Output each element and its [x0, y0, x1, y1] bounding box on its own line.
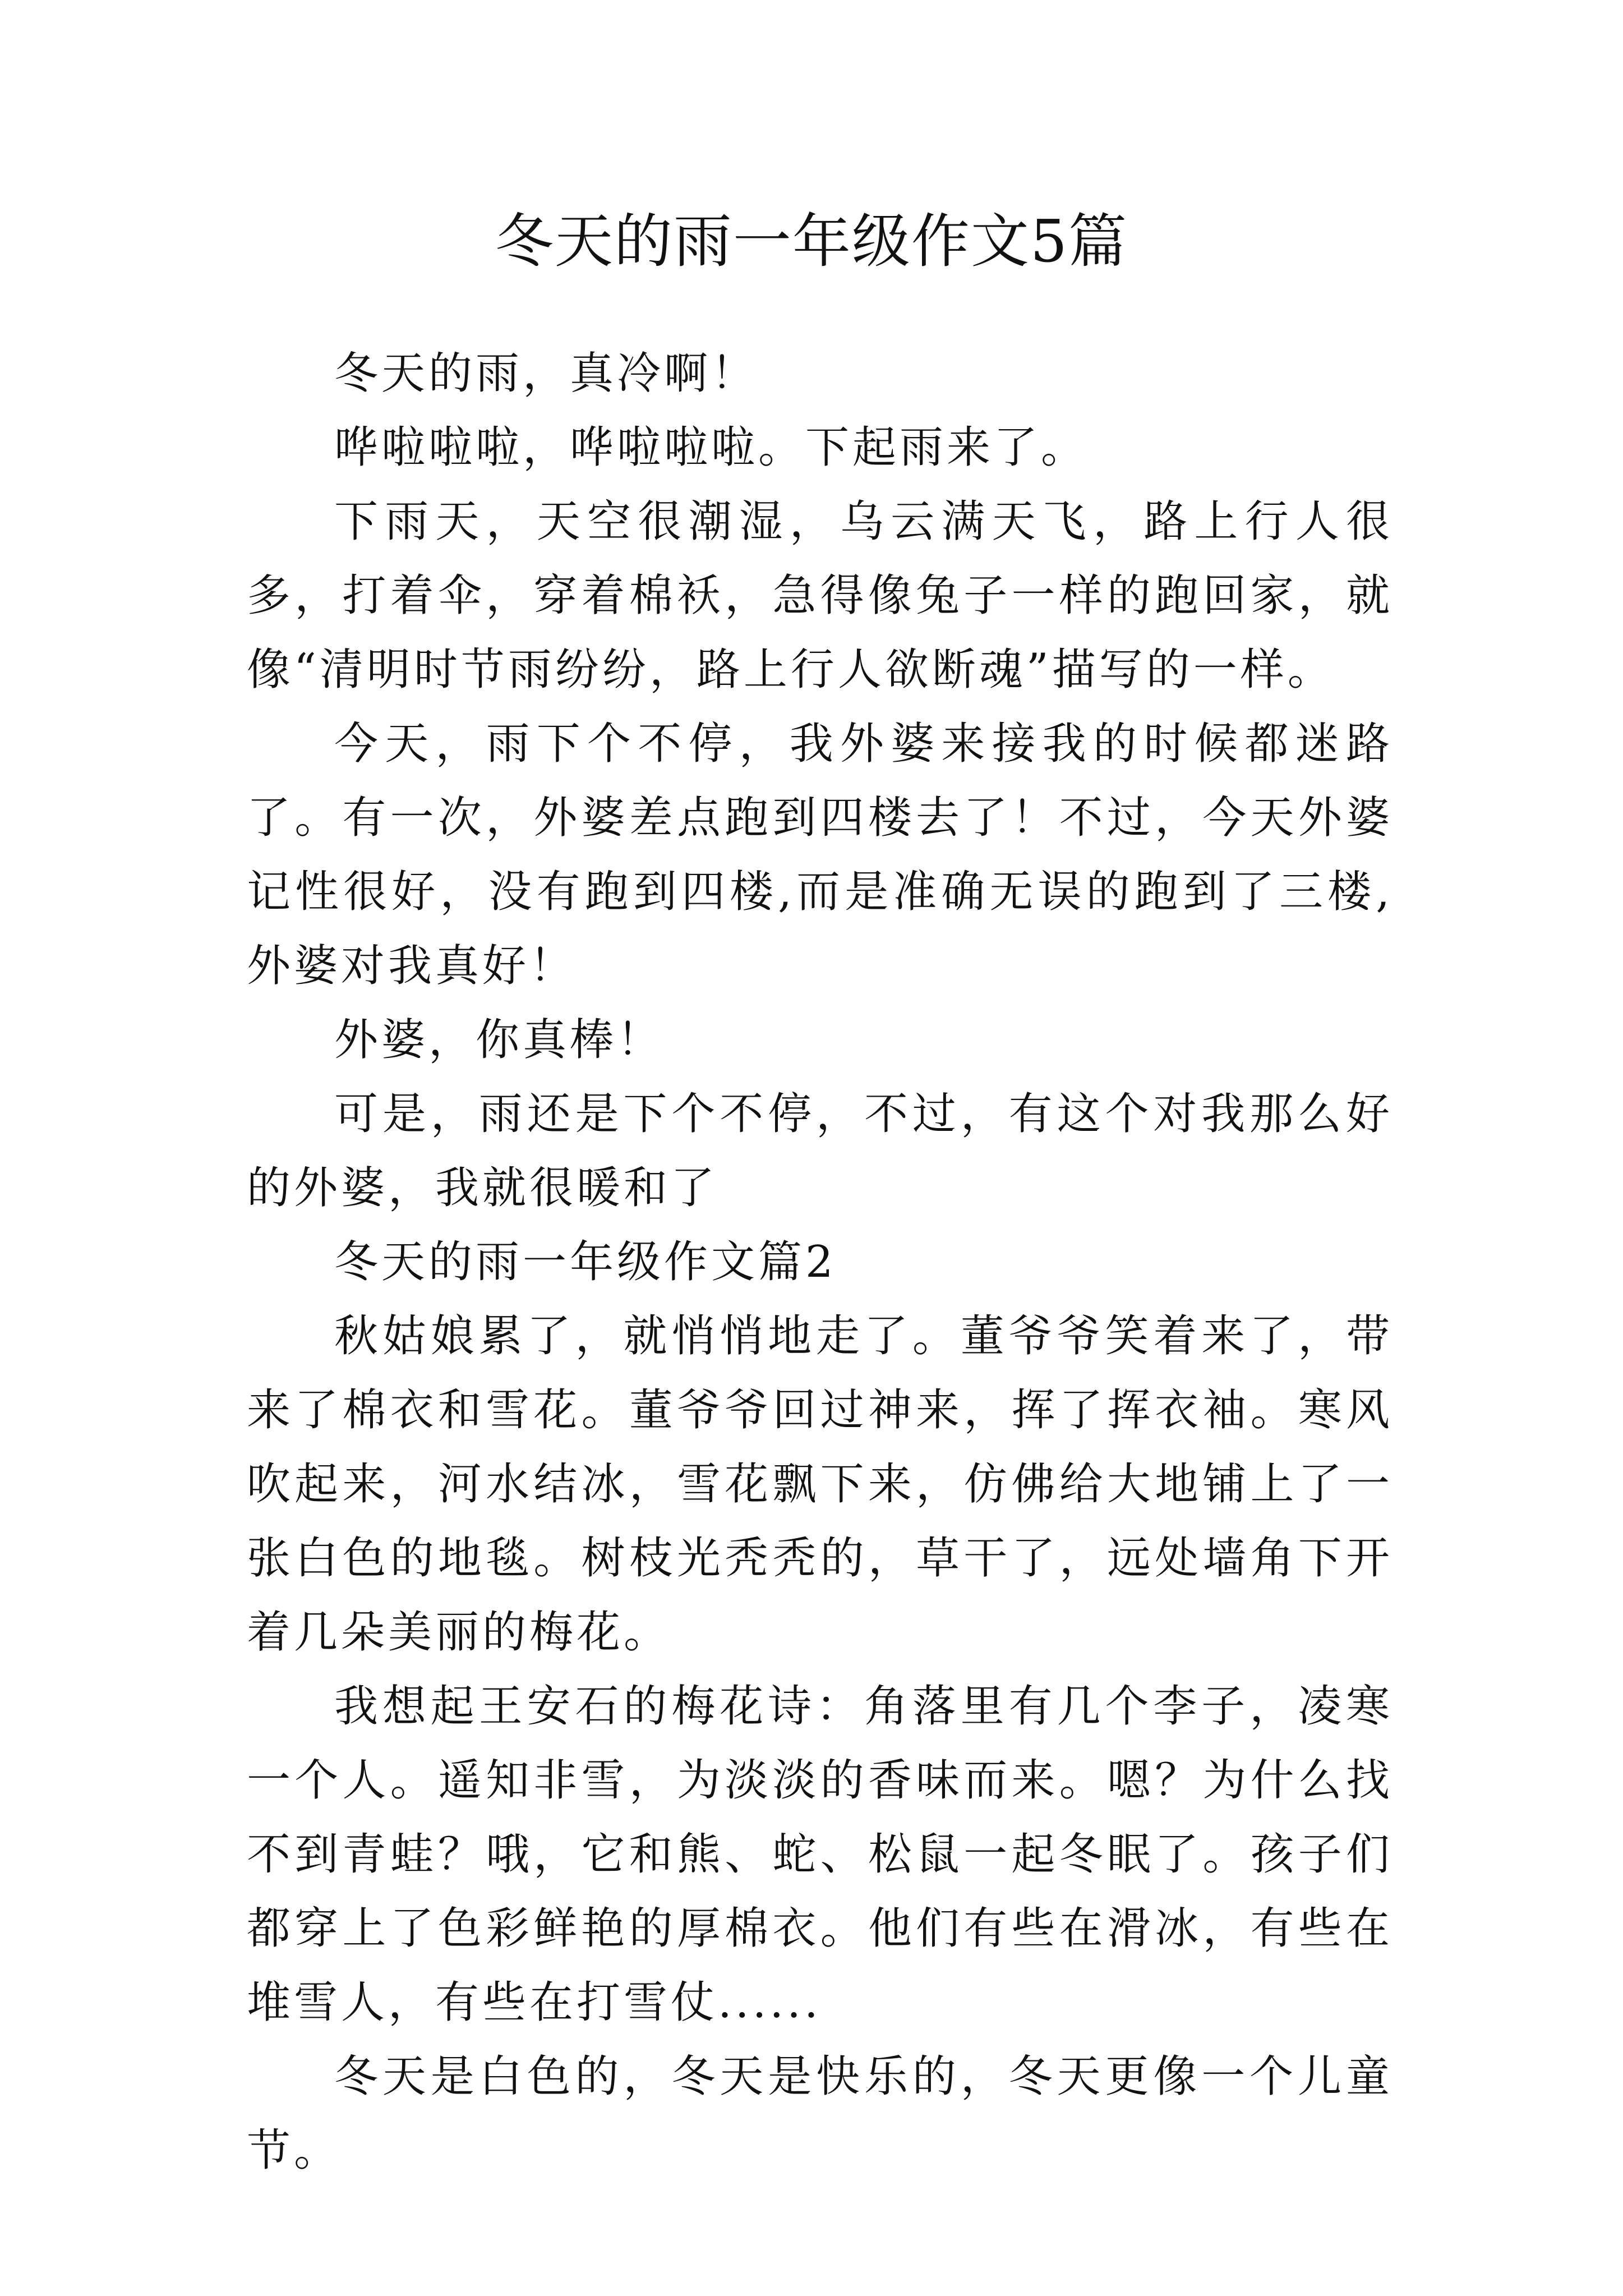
paragraph: 秋姑娘累了，就悄悄地走了。董爷爷笑着来了，带来了棉衣和雪花。董爷爷回过神来，挥了挥衣袖。寒风吹起来，河水结冰，雪花飘下来，仿佛给大地铺上了一张白色的地毯。树枝光秃秃的，草干了，远处墙角下开着几朵美丽的梅花。 — [247, 1311, 1393, 1658]
paragraph: 冬天是白色的，冬天是快乐的，冬天更像一个儿童节。 — [247, 2051, 1393, 2176]
paragraph: 外婆，你真棒！ — [334, 1015, 665, 1065]
paragraph: 冬天的雨，真冷啊！ — [334, 348, 759, 399]
section-heading: 冬天的雨一年级作文篇2 — [334, 1237, 837, 1287]
paragraph: 下雨天，天空很潮湿，乌云满天飞，路上行人很多，打着伞，穿着棉袄，急得像兔子一样的跑回家，就像“清明时节雨纷纷，路上行人欲断魂”描写的一样。 — [247, 496, 1393, 695]
paragraph: 今天，雨下个不停，我外婆来接我的时候都迷路了。有一次，外婆差点跑到四楼去了！不过，今天外婆记性很好，没有跑到四楼,而是准确无误的跑到了三楼,外婆对我真好！ — [247, 719, 1393, 991]
paragraph: 我想起王安石的梅花诗：角落里有几个李子，凌寒一个人。遥知非雪，为淡淡的香味而来。嗯？为什么找不到青蛙？哦，它和熊、蛇、松鼠一起冬眠了。孩子们都穿上了色彩鲜艳的厚棉衣。他们有些在滑冰，有些在堆雪人，有些在打雪仗...... — [247, 1681, 1393, 2028]
document-title: 冬天的雨一年级作文5篇 — [495, 207, 1128, 275]
paragraph: 可是，雨还是下个不停，不过，有这个对我那么好的外婆，我就很暖和了 — [247, 1089, 1393, 1213]
document-body — [247, 337, 1393, 2188]
paragraph: 哗啦啦啦，哗啦啦啦。下起雨来了。 — [334, 422, 1089, 473]
